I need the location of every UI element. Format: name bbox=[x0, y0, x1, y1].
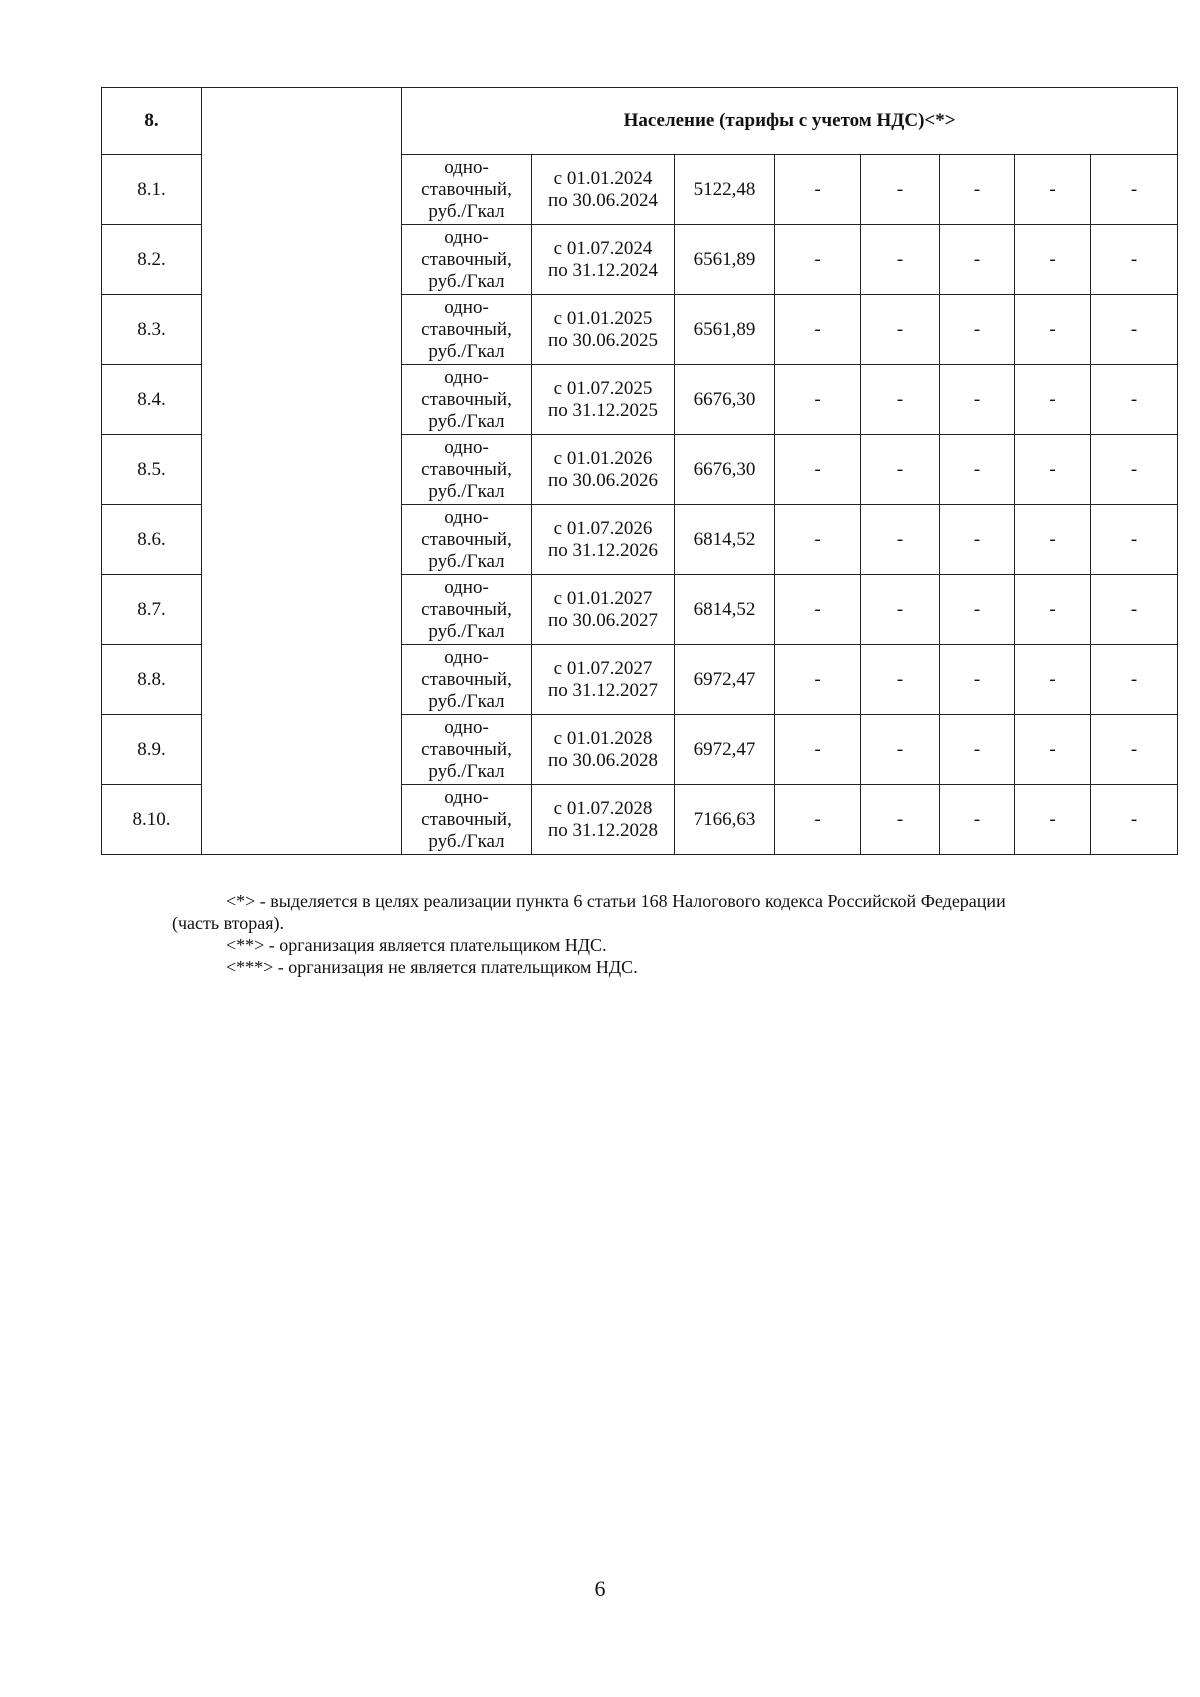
empty-value-dash: - bbox=[775, 505, 861, 575]
rate-type-cell bbox=[402, 645, 532, 715]
empty-value-dash: - bbox=[775, 785, 861, 855]
empty-value-dash: - bbox=[1091, 715, 1178, 785]
page-number: 6 bbox=[594, 1576, 606, 1601]
period-cell bbox=[532, 435, 675, 505]
rate-type-line: руб./Гкал bbox=[428, 550, 505, 572]
rate-type-line: руб./Гкал bbox=[428, 480, 505, 502]
empty-value-dash: - bbox=[861, 785, 940, 855]
rate-type-line: руб./Гкал bbox=[428, 270, 505, 292]
period-line: с 01.01.2024 bbox=[553, 167, 653, 189]
empty-value-dash: - bbox=[861, 295, 940, 365]
empty-value-dash: - bbox=[861, 365, 940, 435]
period-cell bbox=[532, 155, 675, 225]
empty-value-dash: - bbox=[1091, 155, 1178, 225]
empty-value-dash: - bbox=[1015, 645, 1091, 715]
row-number: 8.2. bbox=[102, 225, 202, 295]
period-line: по 31.12.2028 bbox=[548, 819, 658, 841]
period-line: с 01.07.2026 bbox=[553, 517, 653, 539]
tariff-value: 6561,89 bbox=[675, 295, 775, 365]
empty-value-dash: - bbox=[1015, 155, 1091, 225]
empty-value-dash: - bbox=[940, 715, 1015, 785]
period-line: с 01.01.2026 bbox=[553, 447, 653, 469]
period-line: с 01.01.2028 bbox=[553, 727, 653, 749]
empty-value-dash: - bbox=[940, 505, 1015, 575]
rate-type-cell bbox=[402, 435, 532, 505]
rate-type-cell bbox=[402, 295, 532, 365]
rate-type-line: одно- bbox=[444, 576, 489, 598]
period-cell bbox=[532, 505, 675, 575]
empty-value-dash: - bbox=[940, 785, 1015, 855]
rate-type-cell bbox=[402, 155, 532, 225]
rate-type-line: руб./Гкал bbox=[428, 690, 505, 712]
period-line: по 31.12.2026 bbox=[548, 539, 658, 561]
period-cell bbox=[532, 785, 675, 855]
tariff-value: 6972,47 bbox=[675, 645, 775, 715]
rate-type-line: одно- bbox=[444, 506, 489, 528]
rate-type-line: одно- bbox=[444, 786, 489, 808]
period-cell bbox=[532, 715, 675, 785]
footnote-1-line-2: (часть вторая). bbox=[172, 913, 285, 933]
period-line: по 31.12.2024 bbox=[548, 259, 658, 281]
empty-value-dash: - bbox=[1015, 575, 1091, 645]
empty-merged-cell bbox=[202, 88, 402, 855]
period-line: с 01.07.2027 bbox=[553, 657, 653, 679]
empty-value-dash: - bbox=[861, 575, 940, 645]
row-number: 8.8. bbox=[102, 645, 202, 715]
empty-value-dash: - bbox=[1091, 575, 1178, 645]
footnote-2: <**> - организация является плательщиком НДС. bbox=[226, 935, 607, 955]
rate-type-line: руб./Гкал bbox=[428, 760, 505, 782]
tariff-value: 7166,63 bbox=[675, 785, 775, 855]
empty-value-dash: - bbox=[861, 715, 940, 785]
tariff-table-body bbox=[102, 88, 1178, 855]
empty-value-dash: - bbox=[861, 645, 940, 715]
rate-type-line: одно- bbox=[444, 716, 489, 738]
section-number: 8. bbox=[102, 88, 202, 155]
rate-type-cell bbox=[402, 365, 532, 435]
row-number: 8.4. bbox=[102, 365, 202, 435]
tariff-table bbox=[101, 87, 1178, 855]
empty-value-dash: - bbox=[940, 435, 1015, 505]
row-number: 8.3. bbox=[102, 295, 202, 365]
period-line: по 31.12.2025 bbox=[548, 399, 658, 421]
rate-type-line: ставочный, bbox=[421, 598, 512, 620]
period-line: по 30.06.2027 bbox=[548, 609, 658, 631]
rate-type-line: ставочный, bbox=[421, 528, 512, 550]
rate-type-line: ставочный, bbox=[421, 318, 512, 340]
empty-value-dash: - bbox=[1015, 785, 1091, 855]
period-line: по 30.06.2026 bbox=[548, 469, 658, 491]
empty-value-dash: - bbox=[1015, 225, 1091, 295]
row-number: 8.5. bbox=[102, 435, 202, 505]
rate-type-line: руб./Гкал bbox=[428, 620, 505, 642]
rate-type-line: руб./Гкал bbox=[428, 410, 505, 432]
period-cell bbox=[532, 645, 675, 715]
empty-value-dash: - bbox=[775, 365, 861, 435]
period-line: по 30.06.2028 bbox=[548, 749, 658, 771]
period-line: с 01.01.2025 bbox=[553, 307, 653, 329]
empty-value-dash: - bbox=[1015, 365, 1091, 435]
empty-value-dash: - bbox=[940, 295, 1015, 365]
rate-type-line: ставочный, bbox=[421, 248, 512, 270]
empty-value-dash: - bbox=[1091, 785, 1178, 855]
empty-value-dash: - bbox=[1091, 435, 1178, 505]
period-line: по 30.06.2024 bbox=[548, 189, 658, 211]
period-line: с 01.07.2025 bbox=[553, 377, 653, 399]
tariff-value: 5122,48 bbox=[675, 155, 775, 225]
section-header-row bbox=[102, 88, 1178, 155]
period-line: по 31.12.2027 bbox=[548, 679, 658, 701]
rate-type-line: одно- bbox=[444, 156, 489, 178]
rate-type-line: руб./Гкал bbox=[428, 200, 505, 222]
row-number: 8.1. bbox=[102, 155, 202, 225]
empty-value-dash: - bbox=[1015, 295, 1091, 365]
empty-value-dash: - bbox=[1015, 435, 1091, 505]
empty-value-dash: - bbox=[1091, 365, 1178, 435]
empty-value-dash: - bbox=[940, 575, 1015, 645]
row-number: 8.6. bbox=[102, 505, 202, 575]
rate-type-line: ставочный, bbox=[421, 178, 512, 200]
tariff-value: 6676,30 bbox=[675, 435, 775, 505]
period-line: с 01.01.2027 bbox=[553, 587, 653, 609]
empty-value-dash: - bbox=[1091, 645, 1178, 715]
rate-type-line: ставочный, bbox=[421, 668, 512, 690]
empty-value-dash: - bbox=[1091, 505, 1178, 575]
empty-value-dash: - bbox=[1015, 505, 1091, 575]
row-number: 8.7. bbox=[102, 575, 202, 645]
empty-value-dash: - bbox=[775, 295, 861, 365]
rate-type-line: ставочный, bbox=[421, 738, 512, 760]
period-cell bbox=[532, 365, 675, 435]
tariff-value: 6814,52 bbox=[675, 575, 775, 645]
empty-value-dash: - bbox=[775, 575, 861, 645]
period-line: с 01.07.2028 bbox=[553, 797, 653, 819]
rate-type-cell bbox=[402, 575, 532, 645]
period-line: по 30.06.2025 bbox=[548, 329, 658, 351]
rate-type-line: одно- bbox=[444, 366, 489, 388]
tariff-value: 6676,30 bbox=[675, 365, 775, 435]
rate-type-line: ставочный, bbox=[421, 388, 512, 410]
empty-value-dash: - bbox=[775, 715, 861, 785]
rate-type-cell bbox=[402, 505, 532, 575]
footnotes bbox=[172, 890, 1132, 978]
rate-type-cell bbox=[402, 785, 532, 855]
rate-type-line: руб./Гкал bbox=[428, 340, 505, 362]
tariff-value: 6972,47 bbox=[675, 715, 775, 785]
footnote-1-line-1: <*> - выделяется в целях реализации пункта 6 статьи 168 Налогового кодекса Российской Федерации bbox=[226, 891, 1006, 911]
rate-type-cell bbox=[402, 715, 532, 785]
rate-type-line: ставочный, bbox=[421, 808, 512, 830]
tariff-value: 6561,89 bbox=[675, 225, 775, 295]
tariff-value: 6814,52 bbox=[675, 505, 775, 575]
empty-value-dash: - bbox=[940, 225, 1015, 295]
rate-type-line: одно- bbox=[444, 436, 489, 458]
empty-value-dash: - bbox=[940, 645, 1015, 715]
empty-value-dash: - bbox=[861, 225, 940, 295]
empty-value-dash: - bbox=[861, 435, 940, 505]
period-cell bbox=[532, 295, 675, 365]
row-number: 8.10. bbox=[102, 785, 202, 855]
row-number: 8.9. bbox=[102, 715, 202, 785]
period-cell bbox=[532, 225, 675, 295]
rate-type-cell bbox=[402, 225, 532, 295]
section-title: Население (тарифы с учетом НДС)<*> bbox=[402, 88, 1178, 155]
empty-value-dash: - bbox=[775, 645, 861, 715]
empty-value-dash: - bbox=[940, 365, 1015, 435]
empty-value-dash: - bbox=[1091, 295, 1178, 365]
empty-value-dash: - bbox=[861, 155, 940, 225]
rate-type-line: одно- bbox=[444, 296, 489, 318]
period-line: с 01.07.2024 bbox=[553, 237, 653, 259]
rate-type-line: руб./Гкал bbox=[428, 830, 505, 852]
period-cell bbox=[532, 575, 675, 645]
empty-value-dash: - bbox=[861, 505, 940, 575]
empty-value-dash: - bbox=[1015, 715, 1091, 785]
footnote-3: <***> - организация не является плательщиком НДС. bbox=[226, 957, 638, 977]
empty-value-dash: - bbox=[775, 225, 861, 295]
empty-value-dash: - bbox=[940, 155, 1015, 225]
rate-type-line: ставочный, bbox=[421, 458, 512, 480]
rate-type-line: одно- bbox=[444, 226, 489, 248]
empty-value-dash: - bbox=[775, 155, 861, 225]
empty-value-dash: - bbox=[1091, 225, 1178, 295]
rate-type-line: одно- bbox=[444, 646, 489, 668]
empty-value-dash: - bbox=[775, 435, 861, 505]
